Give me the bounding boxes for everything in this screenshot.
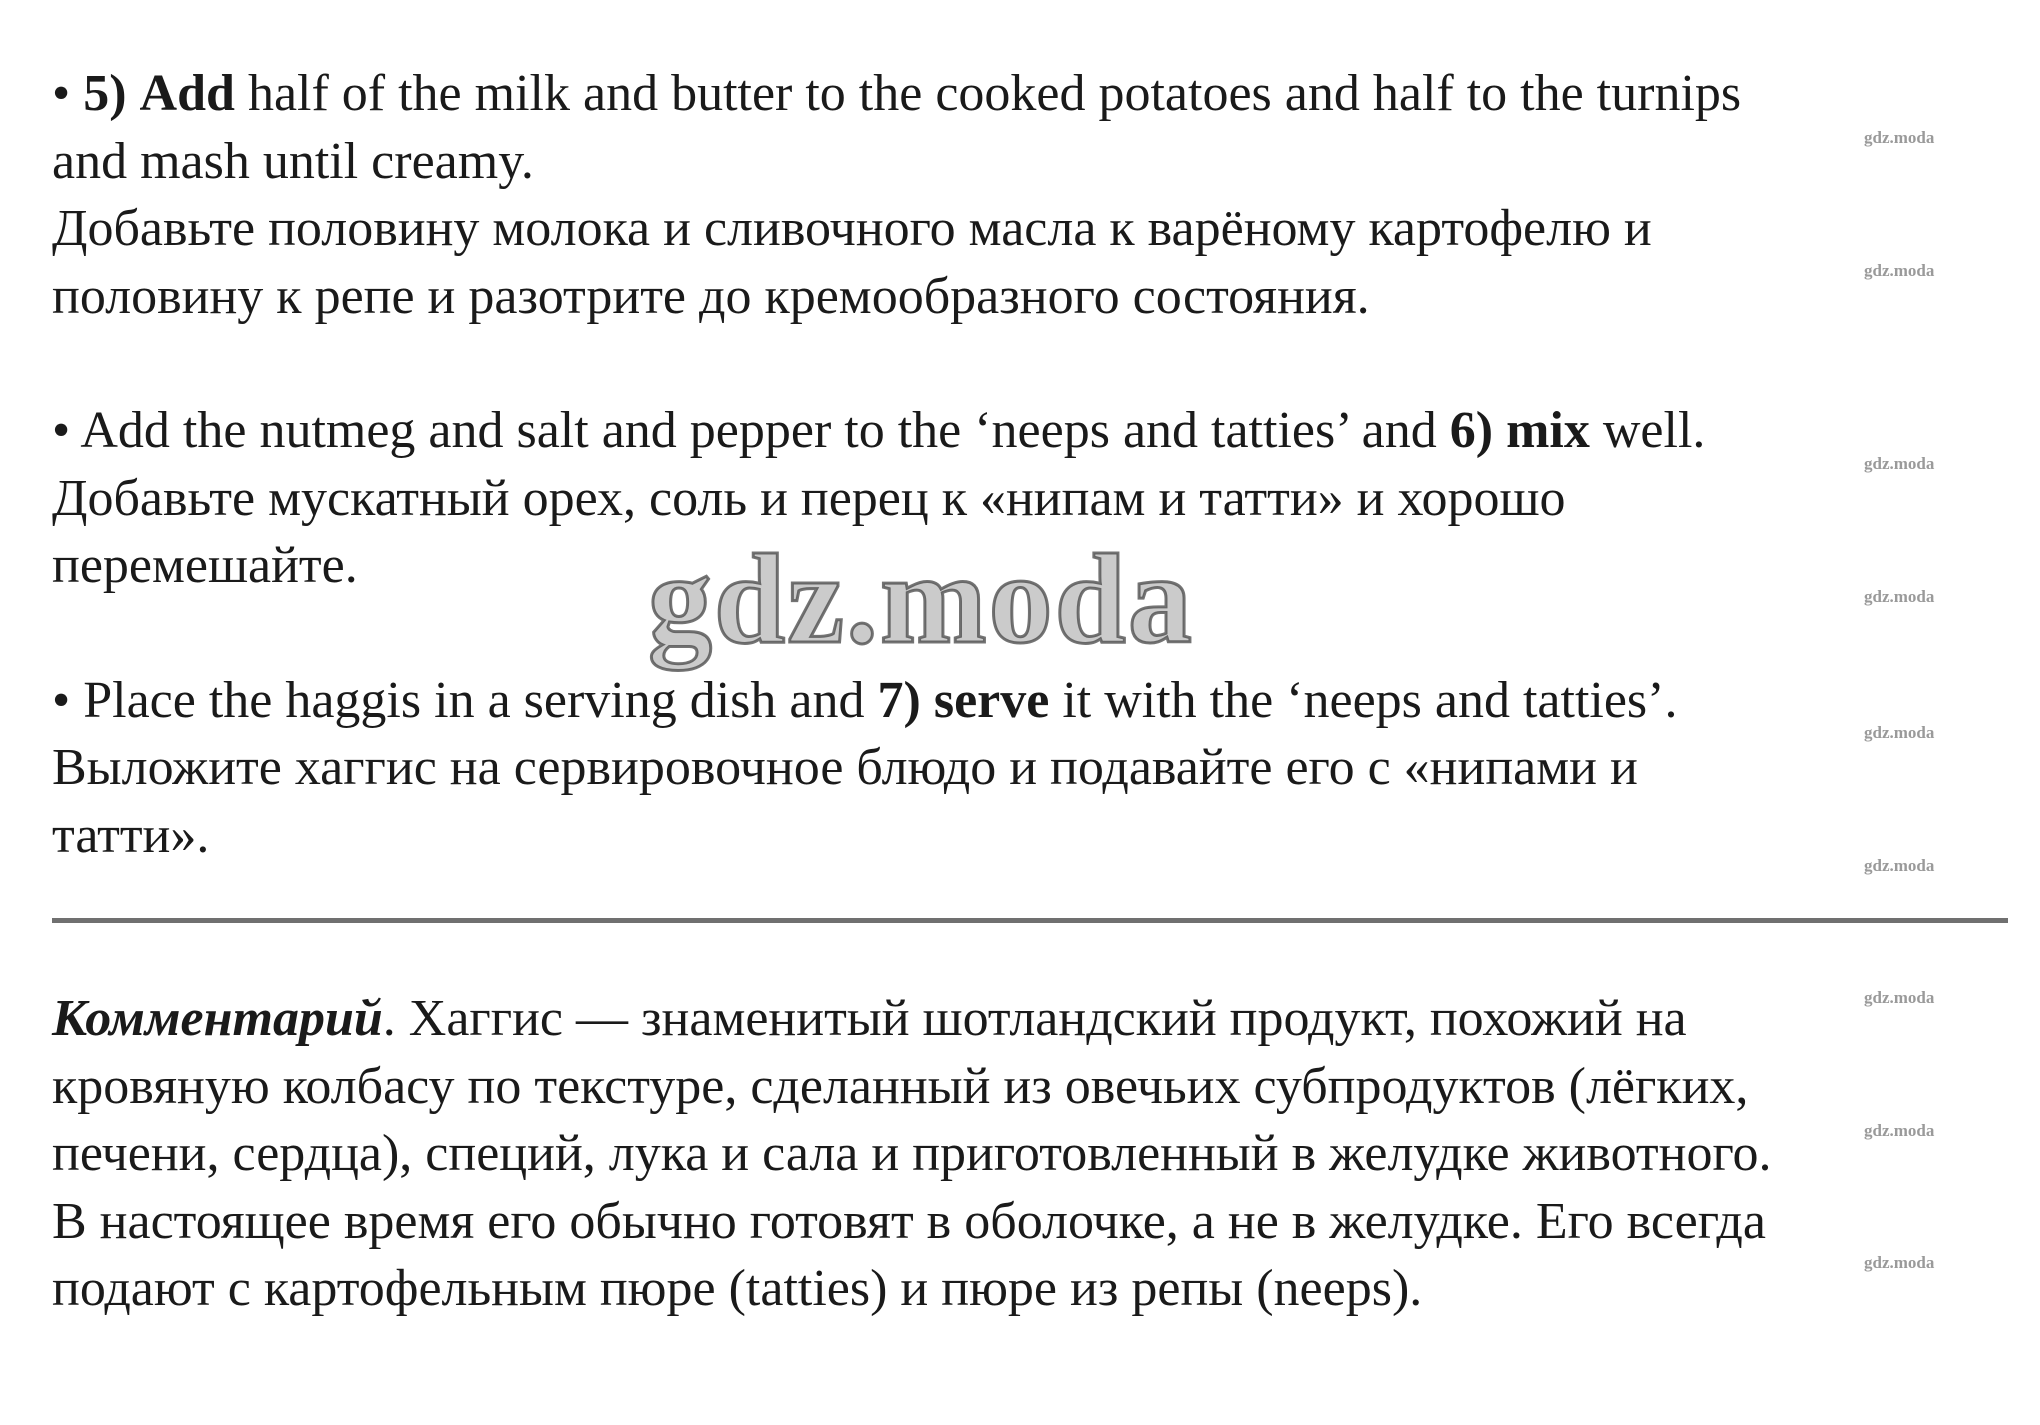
- english-text: [52, 397, 2007, 465]
- russian-translation-line: половину к репе и разотрите до кремообразного состояния.: [52, 267, 1370, 325]
- bullet: •: [52, 402, 71, 459]
- step-number: 6): [1449, 402, 1494, 459]
- english-text-line: well.: [1602, 402, 1706, 459]
- watermark-small: gdz.moda: [1864, 587, 1935, 606]
- watermark-small: gdz.moda: [1864, 128, 1935, 147]
- english-text-line: and mash until creamy.: [52, 132, 534, 190]
- comment-label: Комментарий: [52, 990, 383, 1047]
- watermark-small: gdz.moda: [1864, 454, 1935, 473]
- russian-translation-line: татти».: [52, 806, 210, 864]
- watermark-small: gdz.moda: [1864, 261, 1935, 280]
- instruction-step-7: [52, 667, 2007, 870]
- comment-line: кровяную колбасу по текстуре, сделанный из овечьих субпродуктов (лёгких,: [52, 1057, 1749, 1115]
- watermark-small: gdz.moda: [1864, 723, 1935, 742]
- watermark-large: gdz.moda: [648, 528, 1194, 670]
- watermark-small: gdz.moda: [1864, 988, 1935, 1007]
- document-body: [52, 60, 2007, 869]
- watermark-small: gdz.moda: [1864, 1121, 1935, 1140]
- bullet: •: [52, 65, 71, 122]
- step-verb: serve: [933, 671, 1050, 729]
- english-text: [52, 667, 2007, 735]
- comment-line: печени, сердца), специй, лука и сала и приготовленный в желудке животного.: [52, 1125, 1772, 1182]
- comment-text: . Хаггис — знаменитый шотландский продукт, похожий на: [382, 990, 1687, 1047]
- english-text-line: Add the nutmeg and salt and pepper to the ‘neeps and tatties’ and: [80, 402, 1437, 459]
- english-text-line: it with the ‘neeps and tatties’.: [1062, 671, 1678, 729]
- section-divider: [52, 918, 2008, 923]
- bullet: •: [52, 671, 71, 729]
- english-text-line: half of the milk and butter to the cooked potatoes and half to the turnips: [247, 65, 1742, 122]
- paragraph-gap: [52, 330, 2007, 397]
- russian-translation-line: Добавьте половину молока и сливочного масла к варёному картофелю и: [52, 200, 1652, 257]
- watermark-small: gdz.moda: [1864, 1253, 1935, 1272]
- instruction-step-5: [52, 60, 2007, 330]
- english-text: [52, 60, 2007, 128]
- english-text-line: Place the haggis in a serving dish and: [83, 671, 865, 729]
- watermark-small: gdz.moda: [1864, 856, 1935, 875]
- step-verb: mix: [1506, 402, 1590, 459]
- step-verb: Add: [139, 65, 235, 122]
- russian-translation-line: Выложите хаггис на сервировочное блюдо и подавайте его с «нипами и: [52, 739, 1638, 796]
- comment-line: [52, 985, 2012, 1053]
- russian-translation-line: перемешайте.: [52, 537, 358, 594]
- comment-line: В настоящее время его обычно готовят в оболочке, а не в желудке. Его всегда: [52, 1192, 1766, 1250]
- comment-line: подают с картофельным пюре (tatties) и пюре из репы (neeps).: [52, 1260, 1423, 1317]
- step-number: 7): [877, 671, 921, 729]
- comment-block: [52, 985, 2012, 1323]
- step-number: 5): [83, 65, 127, 122]
- russian-translation-line: Добавьте мускатный орех, соль и перец к «нипам и татти» и хорошо: [52, 469, 1566, 527]
